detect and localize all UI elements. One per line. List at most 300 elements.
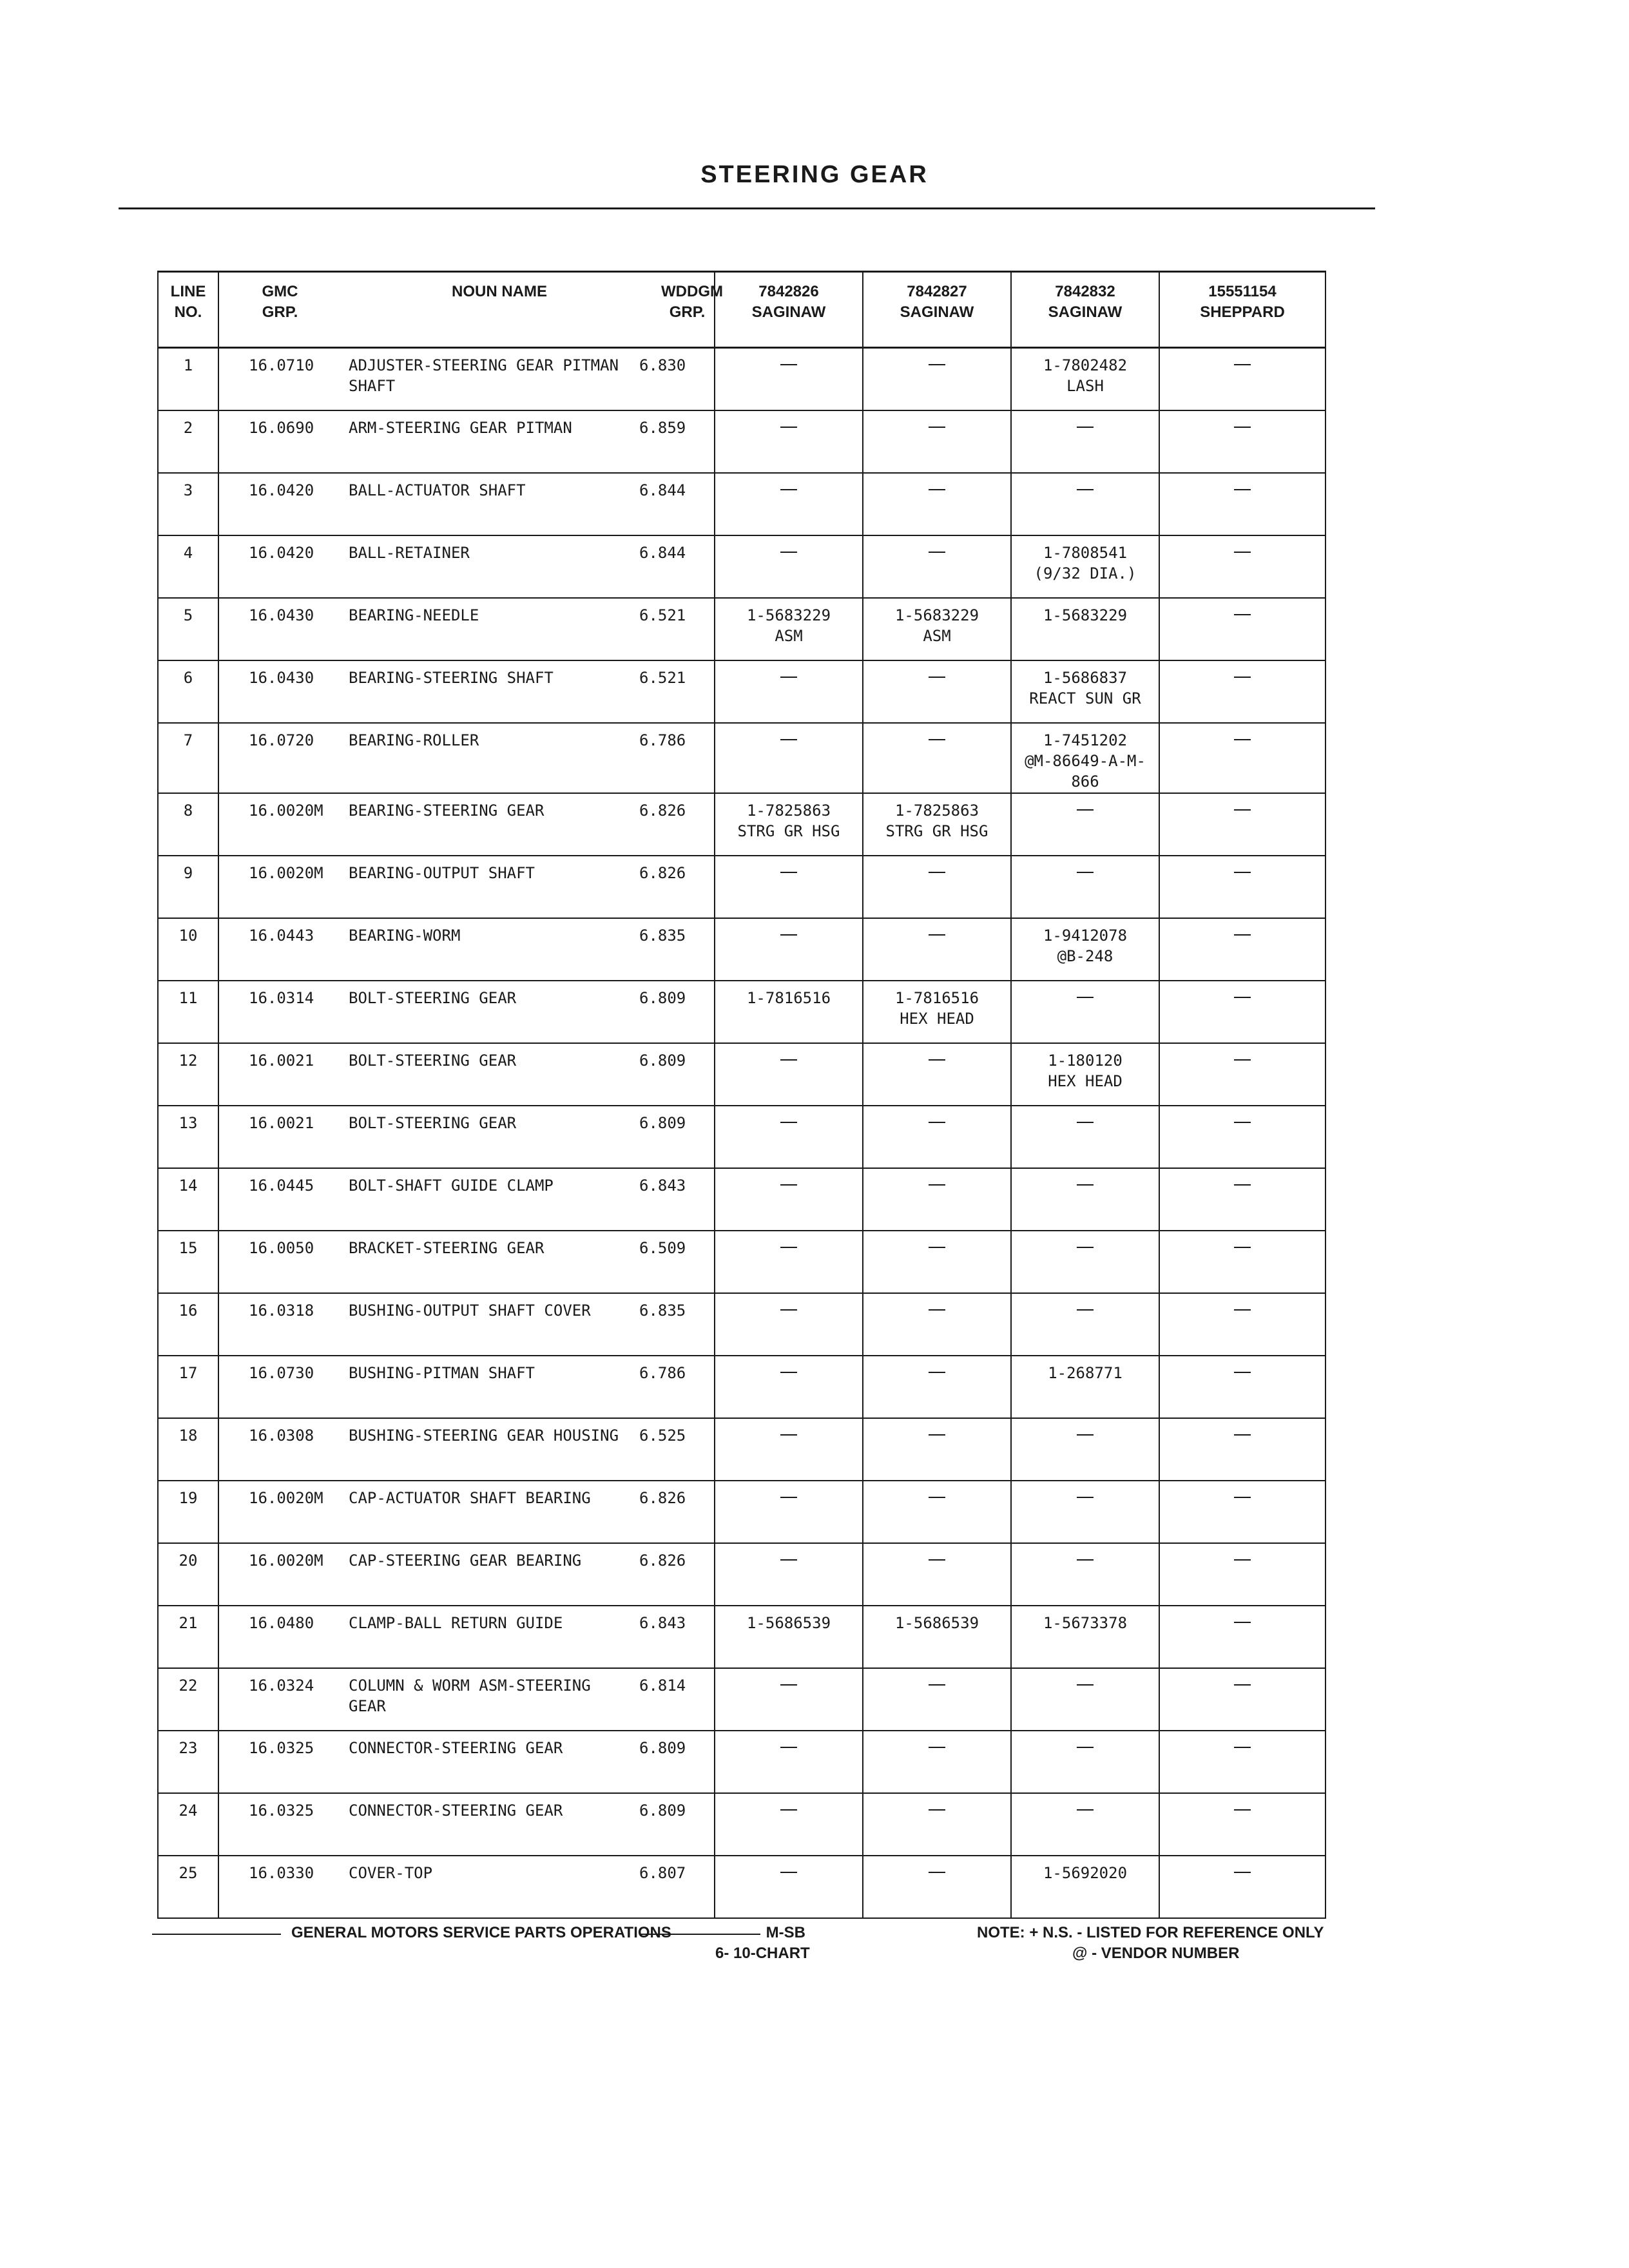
dash-mark	[1234, 739, 1251, 740]
dash-mark	[929, 677, 945, 678]
gmc-group-cell: 16.0324	[218, 1668, 341, 1731]
dash-mark	[929, 1247, 945, 1248]
part-15551154-cell	[1159, 1043, 1325, 1106]
part-7842827-cell	[863, 1043, 1011, 1106]
part-15551154-cell	[1159, 473, 1325, 535]
dash-mark	[780, 1184, 797, 1186]
dash-mark	[1234, 934, 1251, 936]
dash-mark	[780, 1809, 797, 1811]
part-7842827-cell	[863, 348, 1011, 411]
noun-name-cell	[341, 1731, 633, 1793]
header-line-label: LINE	[170, 283, 206, 300]
part-7842826-cell	[715, 410, 863, 473]
noun-name-cell	[341, 918, 633, 981]
dash-mark	[780, 1372, 797, 1373]
part-7842832-cell-line: (9/32 DIA.)	[1034, 564, 1137, 582]
dash-mark	[1234, 1559, 1251, 1561]
part-7842826-cell	[715, 981, 863, 1043]
line-number-cell: 15	[158, 1231, 218, 1293]
gmc-group-cell: 16.0420	[218, 473, 341, 535]
dash-mark	[1234, 1622, 1251, 1623]
noun-name-cell-line: ARM-STEERING GEAR PITMAN	[349, 419, 572, 437]
dash-mark	[1077, 1559, 1094, 1561]
part-7842826-cell	[715, 723, 863, 793]
part-15551154-cell	[1159, 981, 1325, 1043]
header-part-number: 15551154	[1208, 283, 1277, 300]
footer-note	[977, 1923, 1324, 1964]
part-7842832-cell	[1011, 1793, 1159, 1856]
dash-mark	[929, 1684, 945, 1686]
dash-mark	[780, 1309, 797, 1311]
noun-name-cell	[341, 348, 633, 411]
dash-mark	[1234, 364, 1251, 365]
dash-mark	[929, 1809, 945, 1811]
line-number-cell: 16	[158, 1293, 218, 1356]
dash-mark	[780, 739, 797, 740]
dash-mark	[929, 1747, 945, 1748]
part-7842832-cell	[1011, 348, 1159, 411]
part-7842826-cell	[715, 598, 863, 660]
part-7842827-cell	[863, 1481, 1011, 1543]
wddgm-group-cell: 6.826	[633, 856, 715, 918]
table-row	[158, 1418, 1325, 1481]
noun-name-cell	[341, 598, 633, 660]
part-7842832-cell	[1011, 1293, 1159, 1356]
part-7842827-cell	[863, 1606, 1011, 1668]
part-7842826-cell	[715, 856, 863, 918]
line-number-cell: 7	[158, 723, 218, 793]
header-part-vendor: SAGINAW	[900, 303, 974, 321]
gmc-group-cell: 16.0020M	[218, 856, 341, 918]
part-7842832-cell	[1011, 1606, 1159, 1668]
dash-mark	[1077, 1497, 1094, 1498]
gmc-group-cell: 16.0710	[218, 348, 341, 411]
line-number-cell: 14	[158, 1168, 218, 1231]
line-number-cell: 4	[158, 535, 218, 598]
part-7842826-cell	[715, 1543, 863, 1606]
dash-mark	[780, 552, 797, 553]
dash-mark	[1234, 1184, 1251, 1186]
dash-mark	[780, 677, 797, 678]
part-7842827-cell	[863, 1793, 1011, 1856]
line-number-cell: 19	[158, 1481, 218, 1543]
table-row	[158, 660, 1325, 723]
noun-name-cell-line: BEARING-STEERING SHAFT	[349, 669, 554, 687]
part-7842827-cell	[863, 981, 1011, 1043]
part-15551154-cell	[1159, 660, 1325, 723]
wddgm-group-cell: 6.843	[633, 1606, 715, 1668]
part-7842826-cell	[715, 473, 863, 535]
part-7842832-cell-line: REACT SUN GR	[1029, 689, 1141, 707]
part-15551154-cell	[1159, 723, 1325, 793]
table-row	[158, 793, 1325, 856]
part-7842827-cell	[863, 1106, 1011, 1168]
table-row	[158, 1168, 1325, 1231]
dash-mark	[1077, 1184, 1094, 1186]
part-15551154-cell	[1159, 1418, 1325, 1481]
table-row	[158, 1231, 1325, 1293]
part-7842826-cell-line: 1-5686539	[746, 1614, 831, 1632]
part-7842832-cell-line: 1-5692020	[1043, 1864, 1128, 1882]
part-7842832-cell	[1011, 1481, 1159, 1543]
dash-mark	[1077, 1684, 1094, 1686]
noun-name-cell	[341, 856, 633, 918]
table-row	[158, 1793, 1325, 1856]
noun-name-cell-line: CAP-STEERING GEAR BEARING	[349, 1552, 582, 1570]
noun-name-cell	[341, 1356, 633, 1418]
dash-mark	[929, 1372, 945, 1373]
header-gmc-label: GMC	[262, 283, 298, 300]
parts-table	[157, 271, 1326, 1919]
header-part-vendor: SAGINAW	[1048, 303, 1123, 321]
wddgm-group-cell: 6.509	[633, 1231, 715, 1293]
part-7842832-cell	[1011, 981, 1159, 1043]
dash-mark	[929, 1184, 945, 1186]
line-number-cell: 8	[158, 793, 218, 856]
noun-name-cell	[341, 723, 633, 793]
part-7842826-cell	[715, 1293, 863, 1356]
noun-name-cell-line: COLUMN & WORM ASM-STEERING GEAR	[349, 1677, 591, 1715]
part-7842832-cell	[1011, 723, 1159, 793]
part-7842832-cell-line: 1-5673378	[1043, 1614, 1128, 1632]
wddgm-group-cell: 6.859	[633, 410, 715, 473]
dash-mark	[1234, 1059, 1251, 1061]
gmc-group-cell: 16.0318	[218, 1293, 341, 1356]
part-7842832-cell-line: 1-5683229	[1043, 606, 1128, 624]
part-15551154-cell	[1159, 348, 1325, 411]
part-7842827-cell	[863, 473, 1011, 535]
part-7842832-cell	[1011, 793, 1159, 856]
wddgm-group-cell: 6.826	[633, 1543, 715, 1606]
part-15551154-cell	[1159, 1356, 1325, 1418]
dash-mark	[1077, 1434, 1094, 1436]
header-part-number: 7842832	[1055, 283, 1115, 300]
dash-mark	[1234, 1372, 1251, 1373]
dash-mark	[1234, 1122, 1251, 1123]
part-15551154-cell	[1159, 1606, 1325, 1668]
noun-name-cell-line: BEARING-ROLLER	[349, 731, 479, 749]
footer-code-line-2: 6- 10-CHART	[715, 1945, 810, 1962]
table-row	[158, 1043, 1325, 1106]
gmc-group-cell: 16.0020M	[218, 793, 341, 856]
part-7842826-cell	[715, 1418, 863, 1481]
part-7842832-cell	[1011, 660, 1159, 723]
wddgm-group-cell: 6.786	[633, 1356, 715, 1418]
part-7842832-cell	[1011, 1168, 1159, 1231]
footer-code	[715, 1923, 810, 1964]
dash-mark	[780, 1872, 797, 1873]
wddgm-group-cell: 6.521	[633, 660, 715, 723]
line-number-cell: 2	[158, 410, 218, 473]
noun-name-cell-line: CONNECTOR-STEERING GEAR	[349, 1739, 563, 1757]
dash-mark	[1077, 489, 1094, 490]
line-number-cell: 13	[158, 1106, 218, 1168]
dash-mark	[780, 1247, 797, 1248]
noun-name-cell-line: BOLT-SHAFT GUIDE CLAMP	[349, 1177, 554, 1195]
part-7842827-cell-line: STRG GR HSG	[885, 822, 988, 840]
dash-mark	[1234, 997, 1251, 998]
gmc-group-cell: 16.0050	[218, 1231, 341, 1293]
part-7842826-cell-line: ASM	[775, 627, 803, 645]
part-7842832-cell	[1011, 856, 1159, 918]
part-7842827-cell	[863, 598, 1011, 660]
part-7842832-cell	[1011, 1043, 1159, 1106]
dash-mark	[780, 934, 797, 936]
gmc-group-cell: 16.0020M	[218, 1481, 341, 1543]
dash-mark	[1234, 614, 1251, 615]
part-15551154-cell	[1159, 1481, 1325, 1543]
part-7842832-cell-line: 1-7808541	[1043, 544, 1128, 562]
noun-name-cell-line: BEARING-WORM	[349, 927, 461, 945]
noun-name-cell-line: CLAMP-BALL RETURN GUIDE	[349, 1614, 563, 1632]
wddgm-group-cell: 6.809	[633, 1106, 715, 1168]
header-wddgm-label: WDDGM	[661, 283, 723, 300]
part-7842832-cell-line: @M-86649-A-M-866	[1025, 752, 1146, 791]
gmc-group-cell: 16.0420	[218, 535, 341, 598]
dash-mark	[929, 1122, 945, 1123]
header-line-no	[158, 272, 218, 348]
part-7842826-cell	[715, 1231, 863, 1293]
table-row	[158, 981, 1325, 1043]
part-15551154-cell	[1159, 1168, 1325, 1231]
part-7842832-cell-line: 1-9412078	[1043, 927, 1128, 945]
table-row	[158, 723, 1325, 793]
dash-mark	[1234, 427, 1251, 428]
part-7842827-cell-line: 1-5683229	[894, 606, 979, 624]
dash-mark	[780, 1747, 797, 1748]
noun-name-cell	[341, 1043, 633, 1106]
dash-mark	[1234, 1747, 1251, 1748]
part-7842832-cell-line: @B-248	[1057, 947, 1113, 965]
table-header-row	[158, 272, 1325, 348]
gmc-group-cell: 16.0314	[218, 981, 341, 1043]
part-7842826-cell-line: 1-7825863	[746, 802, 831, 820]
header-wddgm-grp	[633, 272, 723, 348]
table-row	[158, 348, 1325, 411]
part-7842832-cell	[1011, 1106, 1159, 1168]
table-row	[158, 1106, 1325, 1168]
footer-code-line-1: M-SB	[766, 1924, 805, 1941]
dash-mark	[929, 1059, 945, 1061]
part-7842827-cell-line: HEX HEAD	[900, 1010, 974, 1028]
wddgm-group-cell: 6.809	[633, 1731, 715, 1793]
table-row	[158, 1668, 1325, 1731]
dash-mark	[1234, 677, 1251, 678]
part-7842832-cell	[1011, 1731, 1159, 1793]
dash-mark	[780, 1059, 797, 1061]
gmc-group-cell: 16.0430	[218, 660, 341, 723]
dash-mark	[929, 489, 945, 490]
part-7842826-cell	[715, 535, 863, 598]
header-part-number: 7842827	[907, 283, 967, 300]
part-15551154-cell	[1159, 856, 1325, 918]
table-row	[158, 473, 1325, 535]
dash-mark	[929, 872, 945, 873]
part-7842826-cell	[715, 1606, 863, 1668]
part-7842826-cell	[715, 1668, 863, 1731]
gmc-group-cell: 16.0021	[218, 1106, 341, 1168]
dash-mark	[929, 1434, 945, 1436]
dash-mark	[929, 1559, 945, 1561]
table-row	[158, 598, 1325, 660]
part-15551154-cell	[1159, 1293, 1325, 1356]
dash-mark	[1077, 1247, 1094, 1248]
gmc-group-cell: 16.0020M	[218, 1543, 341, 1606]
gmc-group-cell: 16.0445	[218, 1168, 341, 1231]
dash-mark	[929, 364, 945, 365]
line-number-cell: 18	[158, 1418, 218, 1481]
part-7842826-cell	[715, 1168, 863, 1231]
part-7842832-cell-line: 1-7802482	[1043, 356, 1128, 374]
part-7842826-cell	[715, 1043, 863, 1106]
noun-name-cell-line: BUSHING-STEERING GEAR HOUSING	[349, 1427, 619, 1445]
dash-mark	[929, 934, 945, 936]
dash-mark	[780, 1122, 797, 1123]
line-number-cell: 11	[158, 981, 218, 1043]
noun-name-cell-line: ADJUSTER-STEERING GEAR PITMAN	[349, 356, 619, 374]
part-7842827-cell-line: 1-5686539	[894, 1614, 979, 1632]
gmc-group-cell: 16.0480	[218, 1606, 341, 1668]
noun-name-cell	[341, 1668, 633, 1731]
part-15551154-cell	[1159, 1543, 1325, 1606]
header-noun-label: NOUN NAME	[452, 283, 547, 300]
table-row	[158, 1481, 1325, 1543]
wddgm-group-cell: 6.826	[633, 793, 715, 856]
gmc-group-cell: 16.0021	[218, 1043, 341, 1106]
part-15551154-cell	[1159, 410, 1325, 473]
part-7842827-cell	[863, 1668, 1011, 1731]
part-15551154-cell	[1159, 598, 1325, 660]
part-7842827-cell	[863, 660, 1011, 723]
part-7842826-cell-line: 1-7816516	[746, 989, 831, 1007]
gmc-group-cell: 16.0325	[218, 1793, 341, 1856]
line-number-cell: 5	[158, 598, 218, 660]
part-15551154-cell	[1159, 1668, 1325, 1731]
gmc-group-cell: 16.0308	[218, 1418, 341, 1481]
table-row	[158, 1356, 1325, 1418]
dash-mark	[1234, 1684, 1251, 1686]
line-number-cell: 23	[158, 1731, 218, 1793]
footer-note-line-2: @ - VENDOR NUMBER	[1072, 1945, 1240, 1962]
part-7842832-cell-line: 1-5686837	[1043, 669, 1128, 687]
header-part-7842827	[863, 272, 1011, 348]
part-7842826-cell	[715, 1793, 863, 1856]
noun-name-cell	[341, 473, 633, 535]
gmc-group-cell: 16.0325	[218, 1731, 341, 1793]
part-7842827-cell	[863, 1418, 1011, 1481]
part-7842832-cell	[1011, 1668, 1159, 1731]
dash-mark	[929, 1497, 945, 1498]
part-7842827-cell	[863, 723, 1011, 793]
noun-name-cell-line: SHAFT	[349, 377, 396, 395]
dash-mark	[780, 364, 797, 365]
header-part-number: 7842826	[758, 283, 819, 300]
dash-mark	[929, 427, 945, 428]
header-gmc-grp	[218, 272, 341, 348]
line-number-cell: 22	[158, 1668, 218, 1731]
part-15551154-cell	[1159, 1231, 1325, 1293]
dash-mark	[1234, 872, 1251, 873]
header-gmc-label-2: GRP.	[262, 303, 298, 321]
wddgm-group-cell: 6.830	[633, 348, 715, 411]
part-7842826-cell	[715, 1731, 863, 1793]
dash-mark	[780, 872, 797, 873]
noun-name-cell-line: BUSHING-OUTPUT SHAFT COVER	[349, 1302, 591, 1320]
part-7842832-cell	[1011, 535, 1159, 598]
dash-mark	[780, 1434, 797, 1436]
header-part-vendor: SAGINAW	[751, 303, 826, 321]
gmc-group-cell: 16.0443	[218, 918, 341, 981]
noun-name-cell-line: CAP-ACTUATOR SHAFT BEARING	[349, 1489, 591, 1507]
wddgm-group-cell: 6.826	[633, 1481, 715, 1543]
footer-operations: GENERAL MOTORS SERVICE PARTS OPERATIONS	[291, 1924, 671, 1941]
gmc-group-cell: 16.0690	[218, 410, 341, 473]
wddgm-group-cell: 6.525	[633, 1418, 715, 1481]
noun-name-cell	[341, 1856, 633, 1918]
dash-mark	[780, 427, 797, 428]
dash-mark	[1077, 809, 1094, 811]
header-part-15551154	[1159, 272, 1325, 348]
noun-name-cell-line: BOLT-STEERING GEAR	[349, 1052, 517, 1070]
line-number-cell: 21	[158, 1606, 218, 1668]
dash-mark	[929, 1309, 945, 1311]
part-7842826-cell-line: STRG GR HSG	[737, 822, 840, 840]
part-7842826-cell	[715, 1481, 863, 1543]
dash-mark	[1234, 1434, 1251, 1436]
noun-name-cell-line: BOLT-STEERING GEAR	[349, 1114, 517, 1132]
noun-name-cell	[341, 410, 633, 473]
wddgm-group-cell: 6.807	[633, 1856, 715, 1918]
wddgm-group-cell: 6.809	[633, 1793, 715, 1856]
noun-name-cell	[341, 535, 633, 598]
noun-name-cell-line: BEARING-OUTPUT SHAFT	[349, 864, 535, 882]
noun-name-cell	[341, 1231, 633, 1293]
part-7842827-cell	[863, 1543, 1011, 1606]
line-number-cell: 6	[158, 660, 218, 723]
table-row	[158, 410, 1325, 473]
line-number-cell: 20	[158, 1543, 218, 1606]
part-7842832-cell	[1011, 1231, 1159, 1293]
table-row	[158, 1543, 1325, 1606]
part-7842827-cell	[863, 1731, 1011, 1793]
dash-mark	[780, 489, 797, 490]
part-7842826-cell	[715, 1106, 863, 1168]
wddgm-group-cell: 6.843	[633, 1168, 715, 1231]
dash-mark	[1234, 489, 1251, 490]
table-row	[158, 1856, 1325, 1918]
header-noun-name	[341, 272, 633, 348]
noun-name-cell-line: BRACKET-STEERING GEAR	[349, 1239, 545, 1257]
line-number-cell: 17	[158, 1356, 218, 1418]
wddgm-group-cell: 6.786	[633, 723, 715, 793]
dash-mark	[929, 552, 945, 553]
wddgm-group-cell: 6.835	[633, 918, 715, 981]
part-7842826-cell-line: 1-5683229	[746, 606, 831, 624]
part-15551154-cell	[1159, 1856, 1325, 1918]
part-7842832-cell	[1011, 1356, 1159, 1418]
dash-mark	[1234, 1809, 1251, 1811]
part-7842832-cell	[1011, 1418, 1159, 1481]
line-number-cell: 24	[158, 1793, 218, 1856]
header-part-7842826	[715, 272, 863, 348]
wddgm-group-cell: 6.809	[633, 1043, 715, 1106]
part-7842832-cell-line: 1-7451202	[1043, 731, 1128, 749]
table-row	[158, 1293, 1325, 1356]
line-number-cell: 10	[158, 918, 218, 981]
noun-name-cell-line: CONNECTOR-STEERING GEAR	[349, 1802, 563, 1820]
part-7842832-cell-line: LASH	[1066, 377, 1104, 395]
part-7842827-cell	[863, 1356, 1011, 1418]
